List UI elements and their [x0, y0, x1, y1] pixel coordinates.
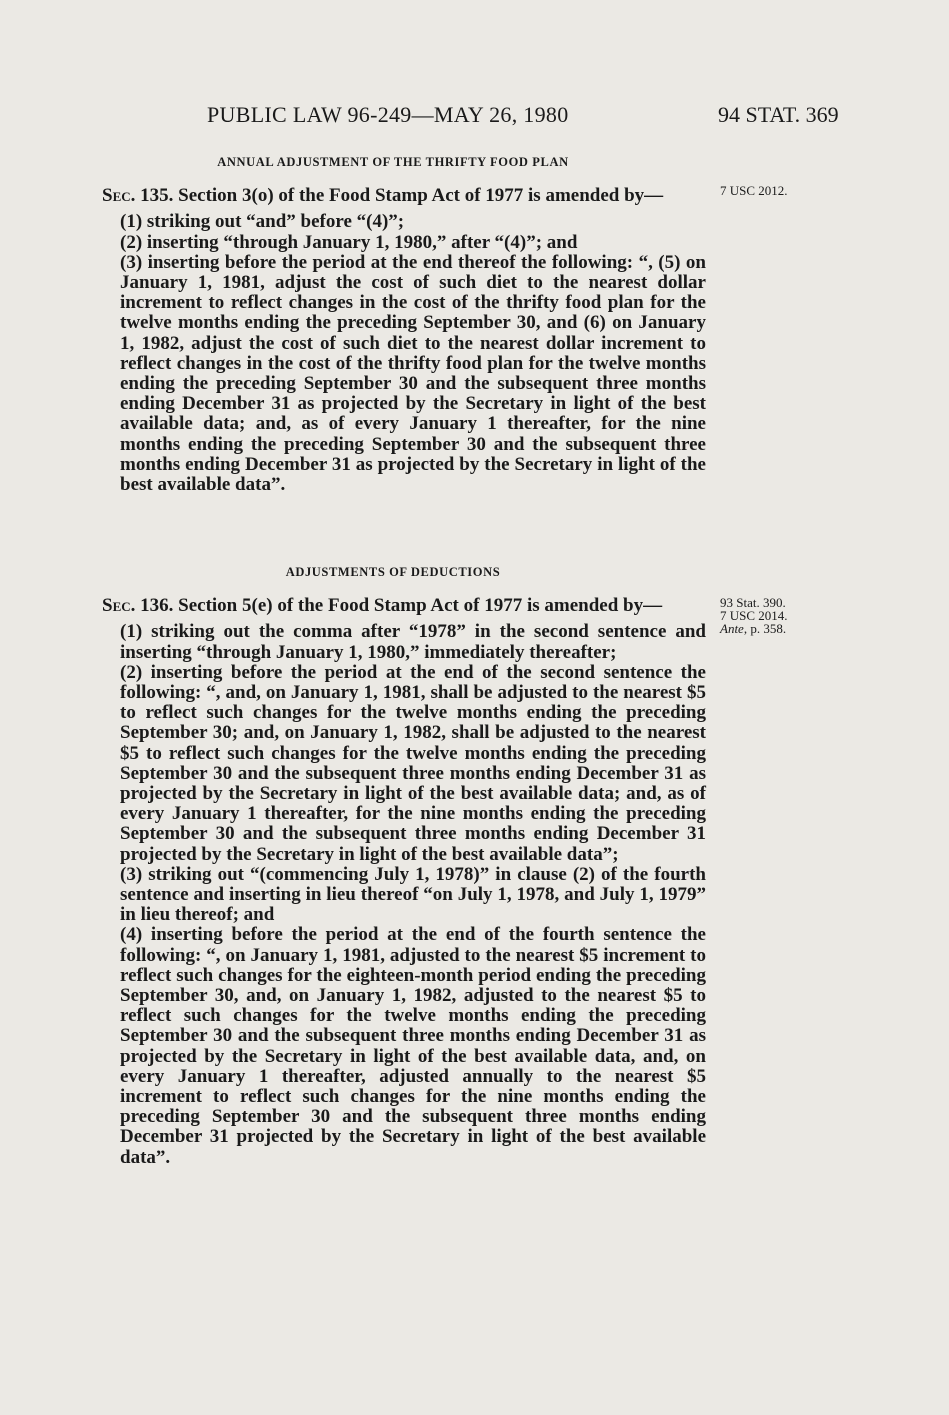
- section-135: [80, 152, 706, 495]
- section-136-item-4: (4) inserting before the period at the end of the fourth sentence the following: “, on January 1, 1981, adjusted to the nearest $5 increment to reflect such changes for the eighteen-month period ending the preceding September 30, and, on January 1, 1982, adjusted to the nearest $5 to reflect such changes for the twelve months ending the preceding September 30 and the subsequent three months ending December 31 as projected by the Secretary in light of the best available data, and, on every January 1 thereafter, adjusted annually to the nearest $5 increment to reflect such changes for the nine months ending the preceding September 30 and the subsequent three months ending December 31 projected by the Secretary in light of the best available data”.: [120, 924, 706, 1168]
- margin-citation-ante-page: , p. 358.: [743, 621, 787, 636]
- section-135-item-2: (2) inserting “through January 1, 1980,” after “(4)”; and: [120, 231, 578, 253]
- section-135-heading: ANNUAL ADJUSTMENT OF THE THRIFTY FOOD PLAN: [217, 155, 569, 169]
- header-page-number: 94 STAT. 369: [718, 102, 839, 127]
- section-136-intro: [80, 596, 706, 616]
- header-title: PUBLIC LAW 96-249—MAY 26, 1980: [207, 102, 569, 127]
- section-135-intro-text: Section 3(o) of the Food Stamp Act of 1977 is amended by—: [178, 185, 664, 207]
- margin-citation-ante-word: Ante: [720, 621, 744, 636]
- section-136-item-1: (1) striking out the comma after “1978” in the second sentence and inserting “through January 1, 1980,” immediately thereafter;: [120, 621, 706, 663]
- section-135-item-3: (3) inserting before the period at the end thereof the following: “, (5) on January 1, 1981, adjust the cost of such diet to the nearest dollar increment to reflect changes in the cost of the thrifty food plan for the twelve months ending the preceding September 30, and (6) on January 1, 1982, adjust the cost of such diet to the nearest dollar increment to reflect changes in the cost of the thrifty food plan for the twelve months ending the preceding September 30 and the subsequent three months ending December 31 as projected by the Secretary in light of the best available data; and, as of every January 1 thereafter, for the nine months ending the preceding September 30 and the subsequent three months ending December 31 as projected by the Secretary in light of the best available data”.: [120, 251, 706, 496]
- section-136-label: Sec. 136.: [102, 595, 174, 617]
- margin-citation-ante: [720, 622, 788, 635]
- section-136-margin-note: [720, 596, 788, 635]
- section-136: [80, 562, 706, 1168]
- margin-citation: 7 USC 2014.: [720, 608, 788, 623]
- margin-citation: 93 Stat. 390.: [720, 595, 786, 610]
- section-136-heading: ADJUSTMENTS OF DEDUCTIONS: [285, 565, 501, 579]
- section-135-margin-note: [720, 184, 788, 197]
- section-135-intro: [80, 186, 706, 206]
- section-136-item-2: (2) inserting before the period at the end of the second sentence the following: “, and, on January 1, 1981, shall be adjusted to the nearest $5 to reflect such changes for the twelve months ending the preceding September 30; and, on January 1, 1982, shall be adjusted to the nearest $5 to reflect such changes for the twelve months ending the preceding September 30 and the subsequent three months ending December 31 as projected by the Secretary in light of the best available data; and, as of every January 1 thereafter, for the nine months ending the preceding September 30 and the subsequent three months ending December 31 projected by the Secretary in light of the best available data”;: [120, 661, 706, 865]
- section-135-label: Sec. 135.: [102, 185, 174, 207]
- section-136-intro-text: Section 5(e) of the Food Stamp Act of 1977 is amended by—: [178, 595, 663, 617]
- section-136-item-3: (3) striking out “(commencing July 1, 1978)” in clause (2) of the fourth sentence and inserting in lieu thereof “on July 1, 1978, and July 1, 1979” in lieu thereof; and: [120, 863, 706, 926]
- margin-citation: 7 USC 2012.: [720, 183, 788, 198]
- running-head: [0, 102, 949, 132]
- section-135-item-1: (1) striking out “and” before “(4)”;: [120, 211, 405, 233]
